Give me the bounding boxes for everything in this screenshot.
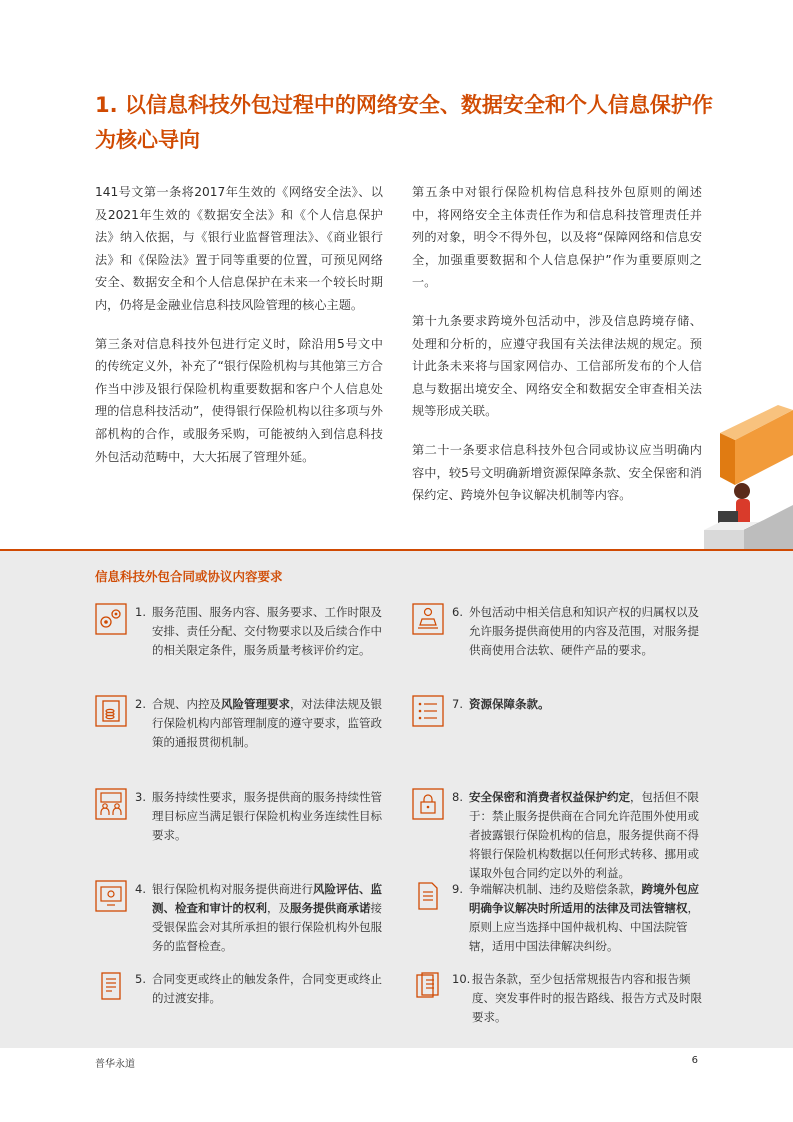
item-text-segment: ，对法律法规及银行保险机构内部管理制度的遵守要求，监管政策的通报贯彻机制。 (152, 697, 382, 749)
panel-title: 信息科技外包合同或协议内容要求 (95, 569, 283, 584)
item-text-segment: 合同变更或终止的触发条件，合同变更或终止的过渡安排。 (152, 972, 382, 1005)
item-text-segment: 接受银保监会对其所承担的银行保险机构外包服务的监督检查。 (152, 901, 382, 953)
list-item (412, 603, 712, 657)
monitor-gear-icon (95, 880, 127, 912)
item-number: 10. (452, 972, 471, 986)
item-text-segment: 争端解决机制、违约及赔偿条款， (469, 882, 642, 896)
list-item (95, 970, 395, 1018)
item-text (152, 788, 384, 845)
item-number: 9. (452, 882, 463, 896)
person-laptop-icon (412, 603, 444, 635)
item-text (469, 695, 701, 714)
item-number: 7. (452, 697, 463, 711)
list-item (95, 788, 395, 842)
item-number: 4. (135, 882, 146, 896)
item-text-segment: ，及 (267, 901, 290, 915)
item-number: 2. (135, 697, 146, 711)
right-column (412, 181, 702, 523)
item-text (152, 970, 384, 1008)
paragraph: 第三条对信息科技外包进行定义时，除沿用5号文中的传统定义外，补充了“银行保险机构与其他第三方合作当中涉及银行保险机构重要数据和客户个人信息处理的信息科技活动”，使得银行保险机构以往多项与外部机构的合作，或服务采购，可能被纳入到信息科技外包活动范畴中，大大拓展了管理外延。 (95, 336, 383, 464)
item-text-segment: 报告条款，至少包括常规报告内容和报告频度、突发事件时的报告路线、报告方式及时限要求。 (472, 972, 702, 1024)
paragraph: 141号文第一条将2017年生效的《网络安全法》、以及2021年生效的《数据安全法》和《个人信息保护法》纳入依据，与《银行业监督管理法》、《商业银行法》和《保险法》置于同等重要的位置，可预见网络安全、数据安全和个人信息保护在未来一个较长时期内，仍将是金融业信息科技风险管理的核心主题。 (95, 185, 383, 312)
item-text (152, 603, 384, 660)
page-number: 6 (691, 1055, 698, 1066)
item-text-segment: 合规、内控及 (152, 697, 221, 711)
item-text-segment: 服务提供商承诺 (290, 901, 371, 915)
item-text-segment: 银行保险机构对服务提供商进行 (152, 882, 313, 896)
list-item (412, 970, 712, 1028)
item-number: 8. (452, 790, 463, 804)
report-icon (412, 970, 444, 1002)
item-text-segment: 风险管理要求 (221, 697, 290, 711)
item-number: 1. (135, 605, 146, 619)
item-text (152, 695, 384, 752)
item-text-segment: 服务持续性要求，服务提供商的服务持续性管理目标应当满足银行保险机构业务连续性目标要求。 (152, 790, 382, 842)
paragraph: 第二十一条要求信息科技外包合同或协议应当明确内容中，较5号文明确新增资源保障条款、安全保密和消保约定、跨境外包争议解决机制等内容。 (412, 442, 702, 503)
checklist-icon (412, 695, 444, 727)
item-text-segment: 外包活动中相关信息和知识产权的归属权以及允许服务提供商使用的内容及范围，对服务提供商使用合法软、硬件产品的要求。 (469, 605, 699, 657)
left-column (95, 181, 383, 484)
gears-icon (95, 603, 127, 635)
item-text (469, 603, 701, 660)
contract-icon (95, 970, 127, 1002)
item-number: 3. (135, 790, 146, 804)
item-text (469, 788, 701, 883)
item-text-segment: 跨境外包应明确争议解决时所适用的法律及司法管辖权 (469, 882, 699, 915)
item-text-segment: 服务范围、服务内容、服务要求、工作时限及安排、责任分配、交付物要求以及后续合作中的相关限定条件，服务质量考核评价约定。 (152, 605, 382, 657)
list-item (95, 880, 395, 953)
item-number: 6. (452, 605, 463, 619)
item-text (472, 970, 712, 1027)
list-item (412, 880, 712, 953)
item-text (469, 880, 701, 956)
footer-brand: 普华永道 (95, 1059, 135, 1070)
item-text (152, 880, 384, 956)
document-coins-icon (95, 695, 127, 727)
paragraph: 第十九条要求跨境外包活动中，涉及信息跨境存储、处理和分析的，应遵守我国有关法律法规的规定。预计此条未来将与国家网信办、工信部所发布的个人信息与数据出境安全、网络安全和数据安全审查相关法规等形成关联。 (412, 313, 702, 419)
item-text-segment: ，包括但不限于：禁止服务提供商在合同允许范围外使用或者披露银行保险机构的信息，服务提供商不得将银行保险机构数据以任何形式转移、挪用或谋取外包合同约定以外的利益。 (469, 790, 699, 880)
people-board-icon (95, 788, 127, 820)
item-text-segment: 风险评估、监测、检查和审计的权利 (152, 882, 382, 915)
item-number: 5. (135, 972, 146, 986)
page-title: 1. 以信息科技外包过程中的网络安全、数据安全和个人信息保护作为核心导向 (95, 93, 713, 152)
item-text-segment: 安全保密和消费者权益保护约定 (469, 790, 630, 804)
list-item (95, 695, 395, 749)
list-item (412, 695, 712, 727)
paragraph: 第五条中对银行保险机构信息科技外包原则的阐述中，将网络安全主体责任作为和信息科技管理责任并列的对象，明令不得外包，以及将“保障网络和信息安全，加强重要数据和个人信息保护”作为重要原则之一。 (412, 185, 702, 290)
document-lines-icon (412, 880, 444, 912)
item-text-segment: 资源保障条款。 (469, 697, 550, 711)
lock-icon (412, 788, 444, 820)
list-item (95, 603, 395, 657)
item-text-segment: ，原则上应当选择中国仲裁机构、中国法院管辖，适用中国法律解决纠纷。 (469, 901, 699, 953)
list-item (412, 788, 712, 880)
